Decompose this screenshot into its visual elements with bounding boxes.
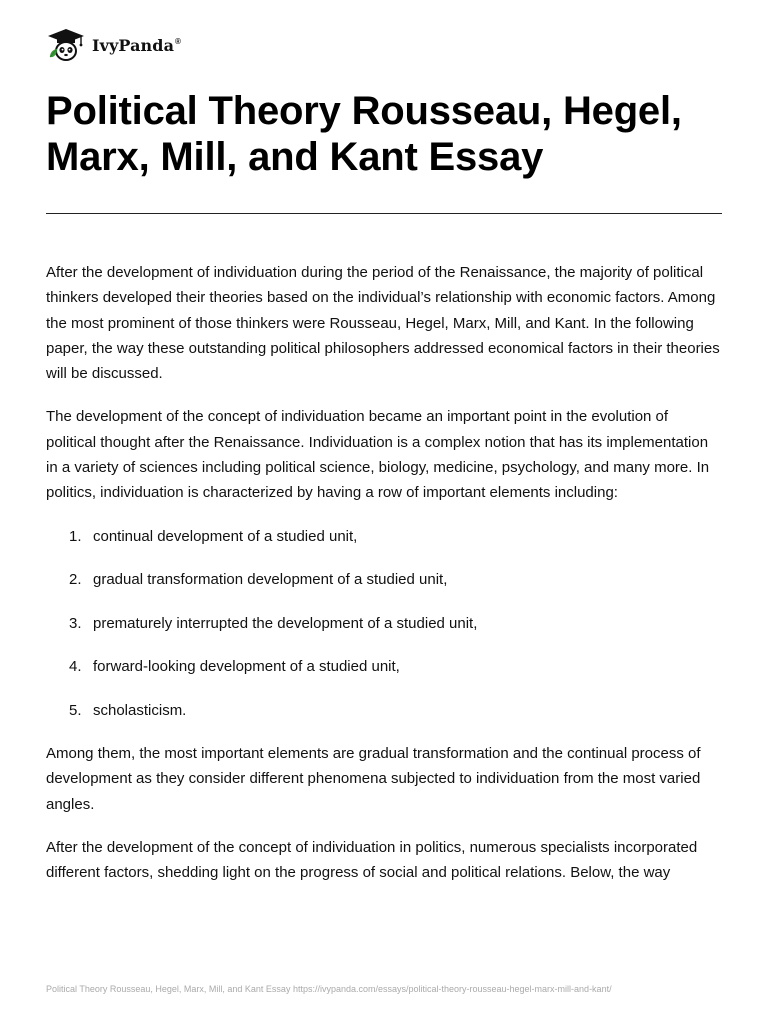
list-item-text: prematurely interrupted the development of a studied unit, [93, 614, 478, 632]
list-item-text: forward-looking development of a studied unit, [93, 658, 400, 676]
panda-graduate-icon [46, 27, 86, 63]
list-item-number: 1. [69, 527, 82, 545]
paragraph-3: Among them, the most important elements are gradual transformation and the continual process of development as they consider different phenomena subjected to individuation from the most varied angles. [46, 745, 701, 813]
list-item [46, 611, 722, 636]
page-title: Political Theory Rousseau, Hegel, Marx, Mill, and Kant Essay [46, 89, 682, 179]
list-item [46, 654, 722, 679]
registered-mark: ® [175, 37, 182, 47]
list-item-number: 4. [69, 658, 82, 676]
essay-body [46, 260, 722, 886]
paragraph-2: The development of the concept of individuation became an important point in the evolution of political thought after the Renaissance. Individuation is a complex notion that has its implementation in a variety of sciences including political science, biology, medicine, psychology, and many more. In politics, individuation is characterized by having a row of important elements including: [46, 408, 710, 502]
list-item-text: scholasticism. [93, 701, 187, 719]
paragraph-4: After the development of the concept of individuation in politics, numerous specialists incorporated different factors, shedding light on the progress of social and political relations. Below, the way [46, 838, 698, 882]
footer-citation: Political Theory Rousseau, Hegel, Marx, Mill, and Kant Essay https://ivypanda.com/essays/political-theory-rousseau-hegel-marx-mill-and-kant/ [46, 984, 612, 994]
list-item [46, 567, 722, 592]
list-item-number: 2. [69, 571, 82, 589]
list-item-text: continual development of a studied unit, [93, 527, 358, 545]
list-item-text: gradual transformation development of a studied unit, [93, 571, 448, 589]
list-item [46, 698, 722, 723]
list-item-number: 3. [69, 614, 82, 632]
elements-list [46, 524, 722, 723]
paragraph-1: After the development of individuation during the period of the Renaissance, the majority of political thinkers developed their theories based on the individual’s relationship with economic factors. Among the most prominent of those thinkers were Rousseau, Hegel, Marx, Mill, and Kant. In the following paper, the way these outstanding political philosophers addressed economical factors in their theories will be discussed. [46, 264, 720, 383]
list-item [46, 524, 722, 549]
list-item-number: 5. [69, 701, 82, 719]
ivypanda-logo[interactable] [46, 27, 181, 63]
logo-text: IvyPanda® [92, 35, 182, 55]
title-divider [46, 213, 722, 214]
